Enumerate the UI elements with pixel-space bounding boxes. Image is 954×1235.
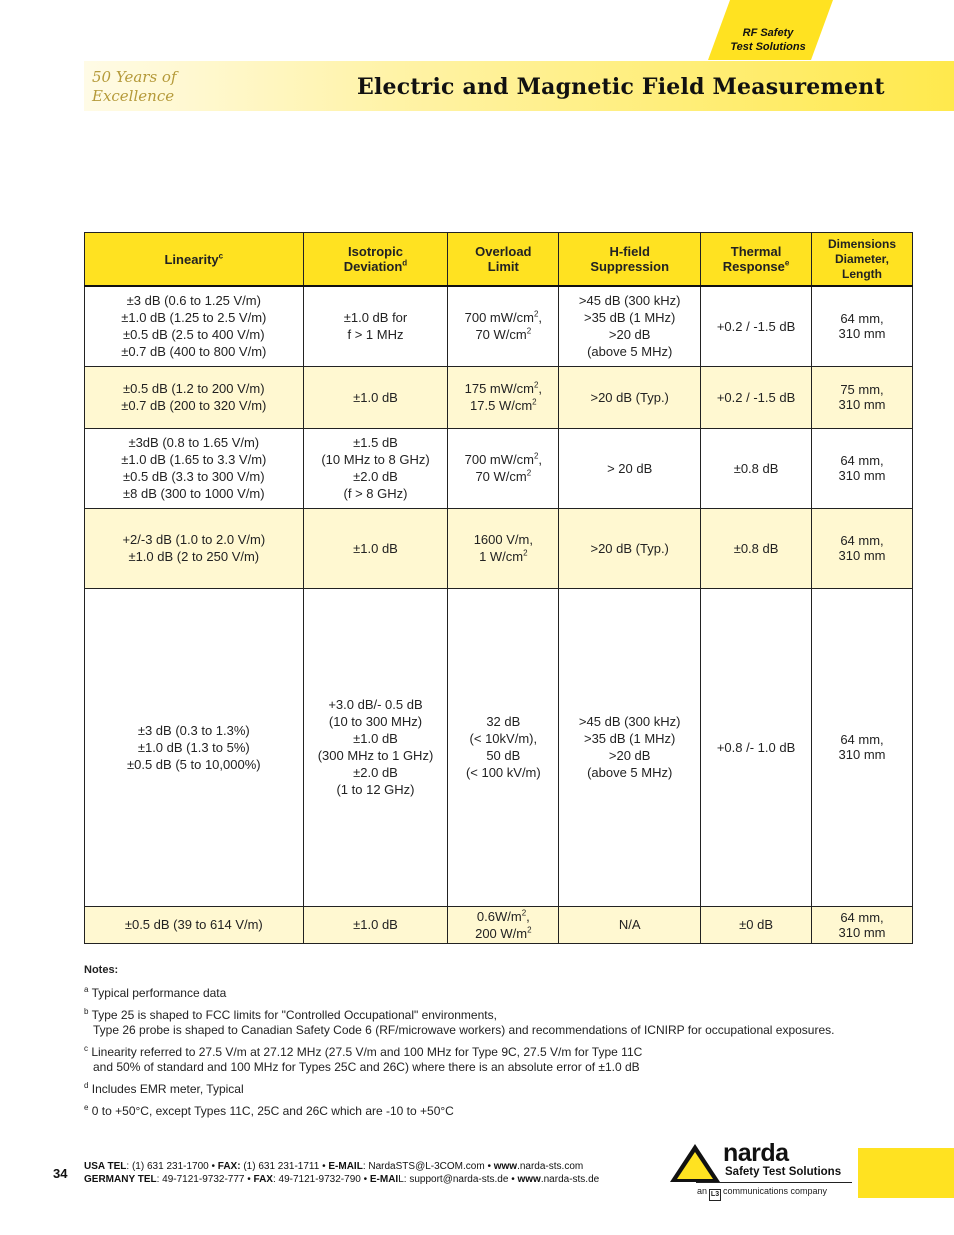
cell-dimensions: 64 mm, 310 mm [812,428,913,508]
cell-overload: 700 $mW/cm^2$, 70 $W/cm^2$ [448,286,559,366]
note-marker: b [84,1007,89,1016]
cell-isotropic: ±1.0 dB [303,366,448,428]
cell-isotropic: ±1.0 dB for f > 1 MHz [303,286,448,366]
table-row [85,508,913,588]
table-row [85,366,913,428]
years-tagline: 50 Years of Excellence [92,68,177,105]
cell-overload: 700 $mW/cm^2$, 70 $W/cm^2$ [448,428,559,508]
col-header-overload: Overload Limit [448,233,559,287]
note-marker: c [84,1044,88,1053]
cell-thermal: ±0.8 dB [701,428,812,508]
cell-hfield: >45 dB (300 kHz) >35 dB (1 MHz) >20 dB (above 5 MHz) [559,286,701,366]
contact-germany: GERMANY TEL: 49-7121-9732-777 • FAX: 49-7121-9732-790 • E-MAIL: support@narda-sts.de • www.narda-sts.de [84,1174,600,1185]
col-header-thermal: Thermal Response$^e$ [701,233,812,287]
cell-linearity: ±3 dB (0.6 to 1.25 V/m) ±1.0 dB (1.25 to 2.5 V/m) ±0.5 dB (2.5 to 400 V/m) ±0.7 dB (400 to 800 V/m) [85,286,304,366]
cell-dimensions: 64 mm, 310 mm [812,286,913,366]
cell-hfield: >20 dB (Typ.) [559,508,701,588]
cell-thermal: +0.2 / -1.5 dB [701,366,812,428]
cell-linearity: ±3dB (0.8 to 1.65 V/m) ±1.0 dB (1.65 to 3.3 V/m) ±0.5 dB (3.3 to 300 V/m) ±8 dB (300 to 1000 V/m) [85,428,304,508]
cell-hfield: >45 dB (300 kHz) >35 dB (1 MHz) >20 dB (above 5 MHz) [559,588,701,906]
cell-dimensions: 64 mm, 310 mm [812,508,913,588]
col-header-hfield: H-field Suppression [559,233,701,287]
cell-thermal: +0.2 / -1.5 dB [701,286,812,366]
warning-triangle-icon [669,1143,721,1183]
cell-linearity: ±0.5 dB (1.2 to 200 V/m) ±0.7 dB (200 to 320 V/m) [85,366,304,428]
page-title: Electric and Magnetic Field Measurement [357,74,885,100]
table-header-row [85,233,913,287]
table-row [85,428,913,508]
note-marker: d [84,1081,89,1090]
cell-thermal: ±0 dB [701,906,812,943]
table-row [85,286,913,366]
cell-dimensions: 64 mm, 310 mm [812,588,913,906]
cell-hfield: >20 dB (Typ.) [559,366,701,428]
note-marker: e [84,1103,89,1112]
table-row [85,906,913,943]
notes-heading: Notes: [84,964,119,976]
note-item: $^c$ Linearity referred to 27.5 V/m at 27.12 MHz (27.5 V/m and 100 MHz for Type 9C, 27.5 V/m for Type 11C and 50% of standard and 100 MHz for Types 25C and 26C) where there is an absolute error of ±1.0 dB [84,1044,643,1074]
notes [84,963,944,1126]
contact-usa: USA TEL: (1) 631 231-1700 • FAX: (1) 631 231-1711 • E-MAIL: NardaSTS@L-3COM.com • www.narda-sts.com [84,1161,584,1172]
cell-isotropic: ±1.5 dB (10 MHz to 8 GHz) ±2.0 dB (f > 8 GHz) [303,428,448,508]
col-header-linearity: Linearity$^c$ [85,233,304,287]
cell-thermal: +0.8 /- 1.0 dB [701,588,812,906]
cell-overload: 32 dB (< 10kV/m), 50 dB (< 100 kV/m) [448,588,559,906]
cell-linearity: +2/-3 dB (1.0 to 2.0 V/m) ±1.0 dB (2 to 250 V/m) [85,508,304,588]
l3-logo-icon: L3 [709,1189,721,1201]
cell-dimensions: 75 mm, 310 mm [812,366,913,428]
page-number: 34 [53,1166,68,1181]
cell-overload: 175 $mW/cm^2$, 17.5 $W/cm^2$ [448,366,559,428]
cell-linearity: ±3 dB (0.3 to 1.3%) ±1.0 dB (1.3 to 5%) ±0.5 dB (5 to 10,000%) [85,588,304,906]
col-header-dimensions: Dimensions Diameter, Length [812,233,913,287]
spec-table [84,232,913,944]
logo-parent-company: an L3 communications company [697,1186,827,1201]
logo-tagline: Safety Test Solutions [725,1166,842,1178]
section-tab-label: RF Safety Test Solutions [730,27,806,53]
col-header-isotropic: Isotropic Deviation$^d$ [303,233,448,287]
cell-linearity: ±0.5 dB (39 to 614 V/m) [85,906,304,943]
cell-isotropic: ±1.0 dB [303,508,448,588]
cell-isotropic: +3.0 dB/- 0.5 dB (10 to 300 MHz) ±1.0 dB (300 MHz to 1 GHz) ±2.0 dB (1 to 12 GHz) [303,588,448,906]
note-marker: a [84,985,89,994]
note-item: $^e$ 0 to +50°C, except Types 11C, 25C and 26C which are -10 to +50°C [84,1103,454,1118]
note-item: $^b$ Type 25 is shaped to FCC limits for "Controlled Occupational" environments, Type 26 probe is shaped to Canadian Safety Code 6 (RF/microwave workers) and recommendations of ICNIRP for occupational exposures. [84,1007,835,1037]
cell-hfield: N/A [559,906,701,943]
note-item: $^d$ Includes EMR meter, Typical [84,1081,244,1096]
logo-divider [696,1182,852,1183]
contact-info [84,1160,599,1186]
cell-thermal: ±0.8 dB [701,508,812,588]
cell-hfield: > 20 dB [559,428,701,508]
cell-overload: 1600 V/m, 1 $W/cm^2$ [448,508,559,588]
logo-wordmark: narda [723,1139,789,1167]
corner-accent [858,1148,954,1198]
cell-overload: $0.6W/m^2$, 200 $W/m^2$ [448,906,559,943]
note-item: $^a$ Typical performance data [84,985,227,1000]
cell-dimensions: 64 mm, 310 mm [812,906,913,943]
table-row [85,588,913,906]
cell-isotropic: ±1.0 dB [303,906,448,943]
